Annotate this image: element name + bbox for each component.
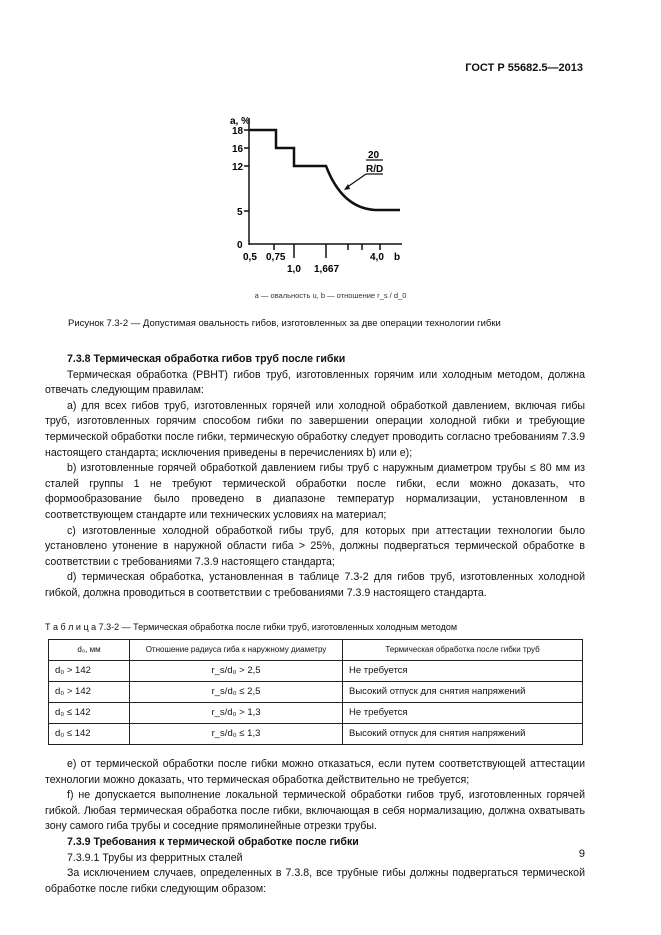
table-row: d₀ ≤ 142 r_s/d₀ > 1,3 Не требуется xyxy=(49,703,583,724)
section-heading: 7.3.8 Термическая обработка гибов труб после гибки xyxy=(67,353,346,365)
figure-legend: a — овальность u, b — отношение r_s / d_0 xyxy=(254,291,407,300)
table-row: d₀ > 142 r_s/d₀ ≤ 2,5 Высокий отпуск для снятия напряжений xyxy=(49,682,583,703)
curve-label-num: 20 xyxy=(368,150,380,161)
y-axis-label: a, % xyxy=(230,116,251,127)
curve-pointer xyxy=(346,174,366,188)
table-row: d₀ > 142 r_s/d₀ > 2,5 Не требуется xyxy=(49,661,583,682)
svg-text:b: b xyxy=(394,252,401,263)
figure-caption: Рисунок 7.3-2 — Допустимая овальность гибов, изготовленных за две операции технологии гибки xyxy=(68,318,501,329)
heat-treatment-table xyxy=(48,639,583,745)
svg-text:0,75: 0,75 xyxy=(266,252,286,263)
svg-text:0: 0 xyxy=(237,240,243,251)
svg-text:1,0: 1,0 xyxy=(287,264,301,275)
subsection-title: 7.3.9.1 Трубы из ферритных сталей xyxy=(67,851,243,864)
document-header: ГОСТ Р 55682.5—2013 xyxy=(465,62,583,74)
svg-text:1,667: 1,667 xyxy=(314,264,340,275)
svg-text:12: 12 xyxy=(232,162,244,173)
table-header-row: d₀, мм Отношение радиуса гиба к наружному диаметру Термическая обработка после гибки труб xyxy=(49,640,583,661)
table-row: d₀ ≤ 142 r_s/d₀ ≤ 1,3 Высокий отпуск для снятия напряжений xyxy=(49,724,583,745)
svg-text:18: 18 xyxy=(232,126,244,137)
curve-label-den: R/D xyxy=(366,164,384,175)
table-caption: Т а б л и ц а 7.3-2 — Термическая обработка после гибки труб, изготовленных холодным методом xyxy=(45,621,458,632)
ovality-figure xyxy=(0,0,661,300)
svg-text:5: 5 xyxy=(237,207,243,218)
document-body: 7.3.8 Термическая обработка гибов труб после гибки Термическая обработка (PBHT) гибов труб, изготовленных горячим или холодным методом, должна отвечать следующим правилам: а) для всех гибов труб, изготовленных горячей или холодной обработкой давлением, включая гибы труб, изготовленных горячим способом гибки по завершении операции холодной гибки и требующие термической обработки после гибки, термическую обработку следует проводить согласно требованиям 7.3.9 настоящего стандарта; исключения приведены в перечислениях b) или e); b) изготовленные горячей обработкой давлением гибы труб с наружным диаметром трубы ≤ 80 мм из сталей группы 1 не требуют термической обработки после гибки, если можно доказать, что формообразование было проведено в диапазоне температур нормализации, установленном в соответствующем стандарте или технических условиях на материал; c) изготовленные холодной обработкой гибы труб, для которых при аттестации технологии было установлено утонение в наружной области гиба > 25%, должны подвергаться термической обработке в соответствии с требованиями 7.3.9 настоящего стандарта; d) термическая обработка, установленная в таблице 7.3-2 для гибов труб, изготовленных холодной гибкой, должна проводиться в соответствии с требованиями 7.3.9 настоящего стандарта. Т а б л и ц а 7.3-2 — Термическая обработка после гибки труб, изготовленных холодным методом d₀, мм Отношение радиуса гиба к наружному диаметру Термическая обработка после гибки труб d₀ > 142 r_s/d₀ > 2,5 Не требуется d₀ > 142 r_s/d₀ ≤ 2,5 Высокий отпуск для снятия напряжений d₀ ≤ 142 r_s/d₀ > 1,3 Не требуется d₀ ≤ 142 r_s/d₀ ≤ 1,3 Высокий отпуск для снятия напряжений e) от термической обработки после гибки можно отказаться, если путем соответствующей аттестации технологии можно доказать, что термическая обработка действительно не требуется; f) не допускается выполнение локальной термической обработки гибов труб, изготовленных горячей гибкой. Любая термическая обработка после гибки, включающая в себя нормализацию, должна охватывать зону самого гиба трубы и соседние прямолинейные отрезки трубы. 7.3.9 Требования к термической обработке после гибки 7.3.9.1 Трубы из ферритных сталей За исключением случаев, определенных в 7.3.8, все трубные гибы должны подвергаться термической обработке после гибки следующим образом: xyxy=(45,353,585,895)
svg-text:0,5: 0,5 xyxy=(243,252,257,263)
svg-text:16: 16 xyxy=(232,144,244,155)
section-heading: 7.3.9 Требования к термической обработке после гибки xyxy=(67,836,359,849)
svg-text:4,0: 4,0 xyxy=(370,252,384,263)
page-number: 9 xyxy=(578,848,585,860)
